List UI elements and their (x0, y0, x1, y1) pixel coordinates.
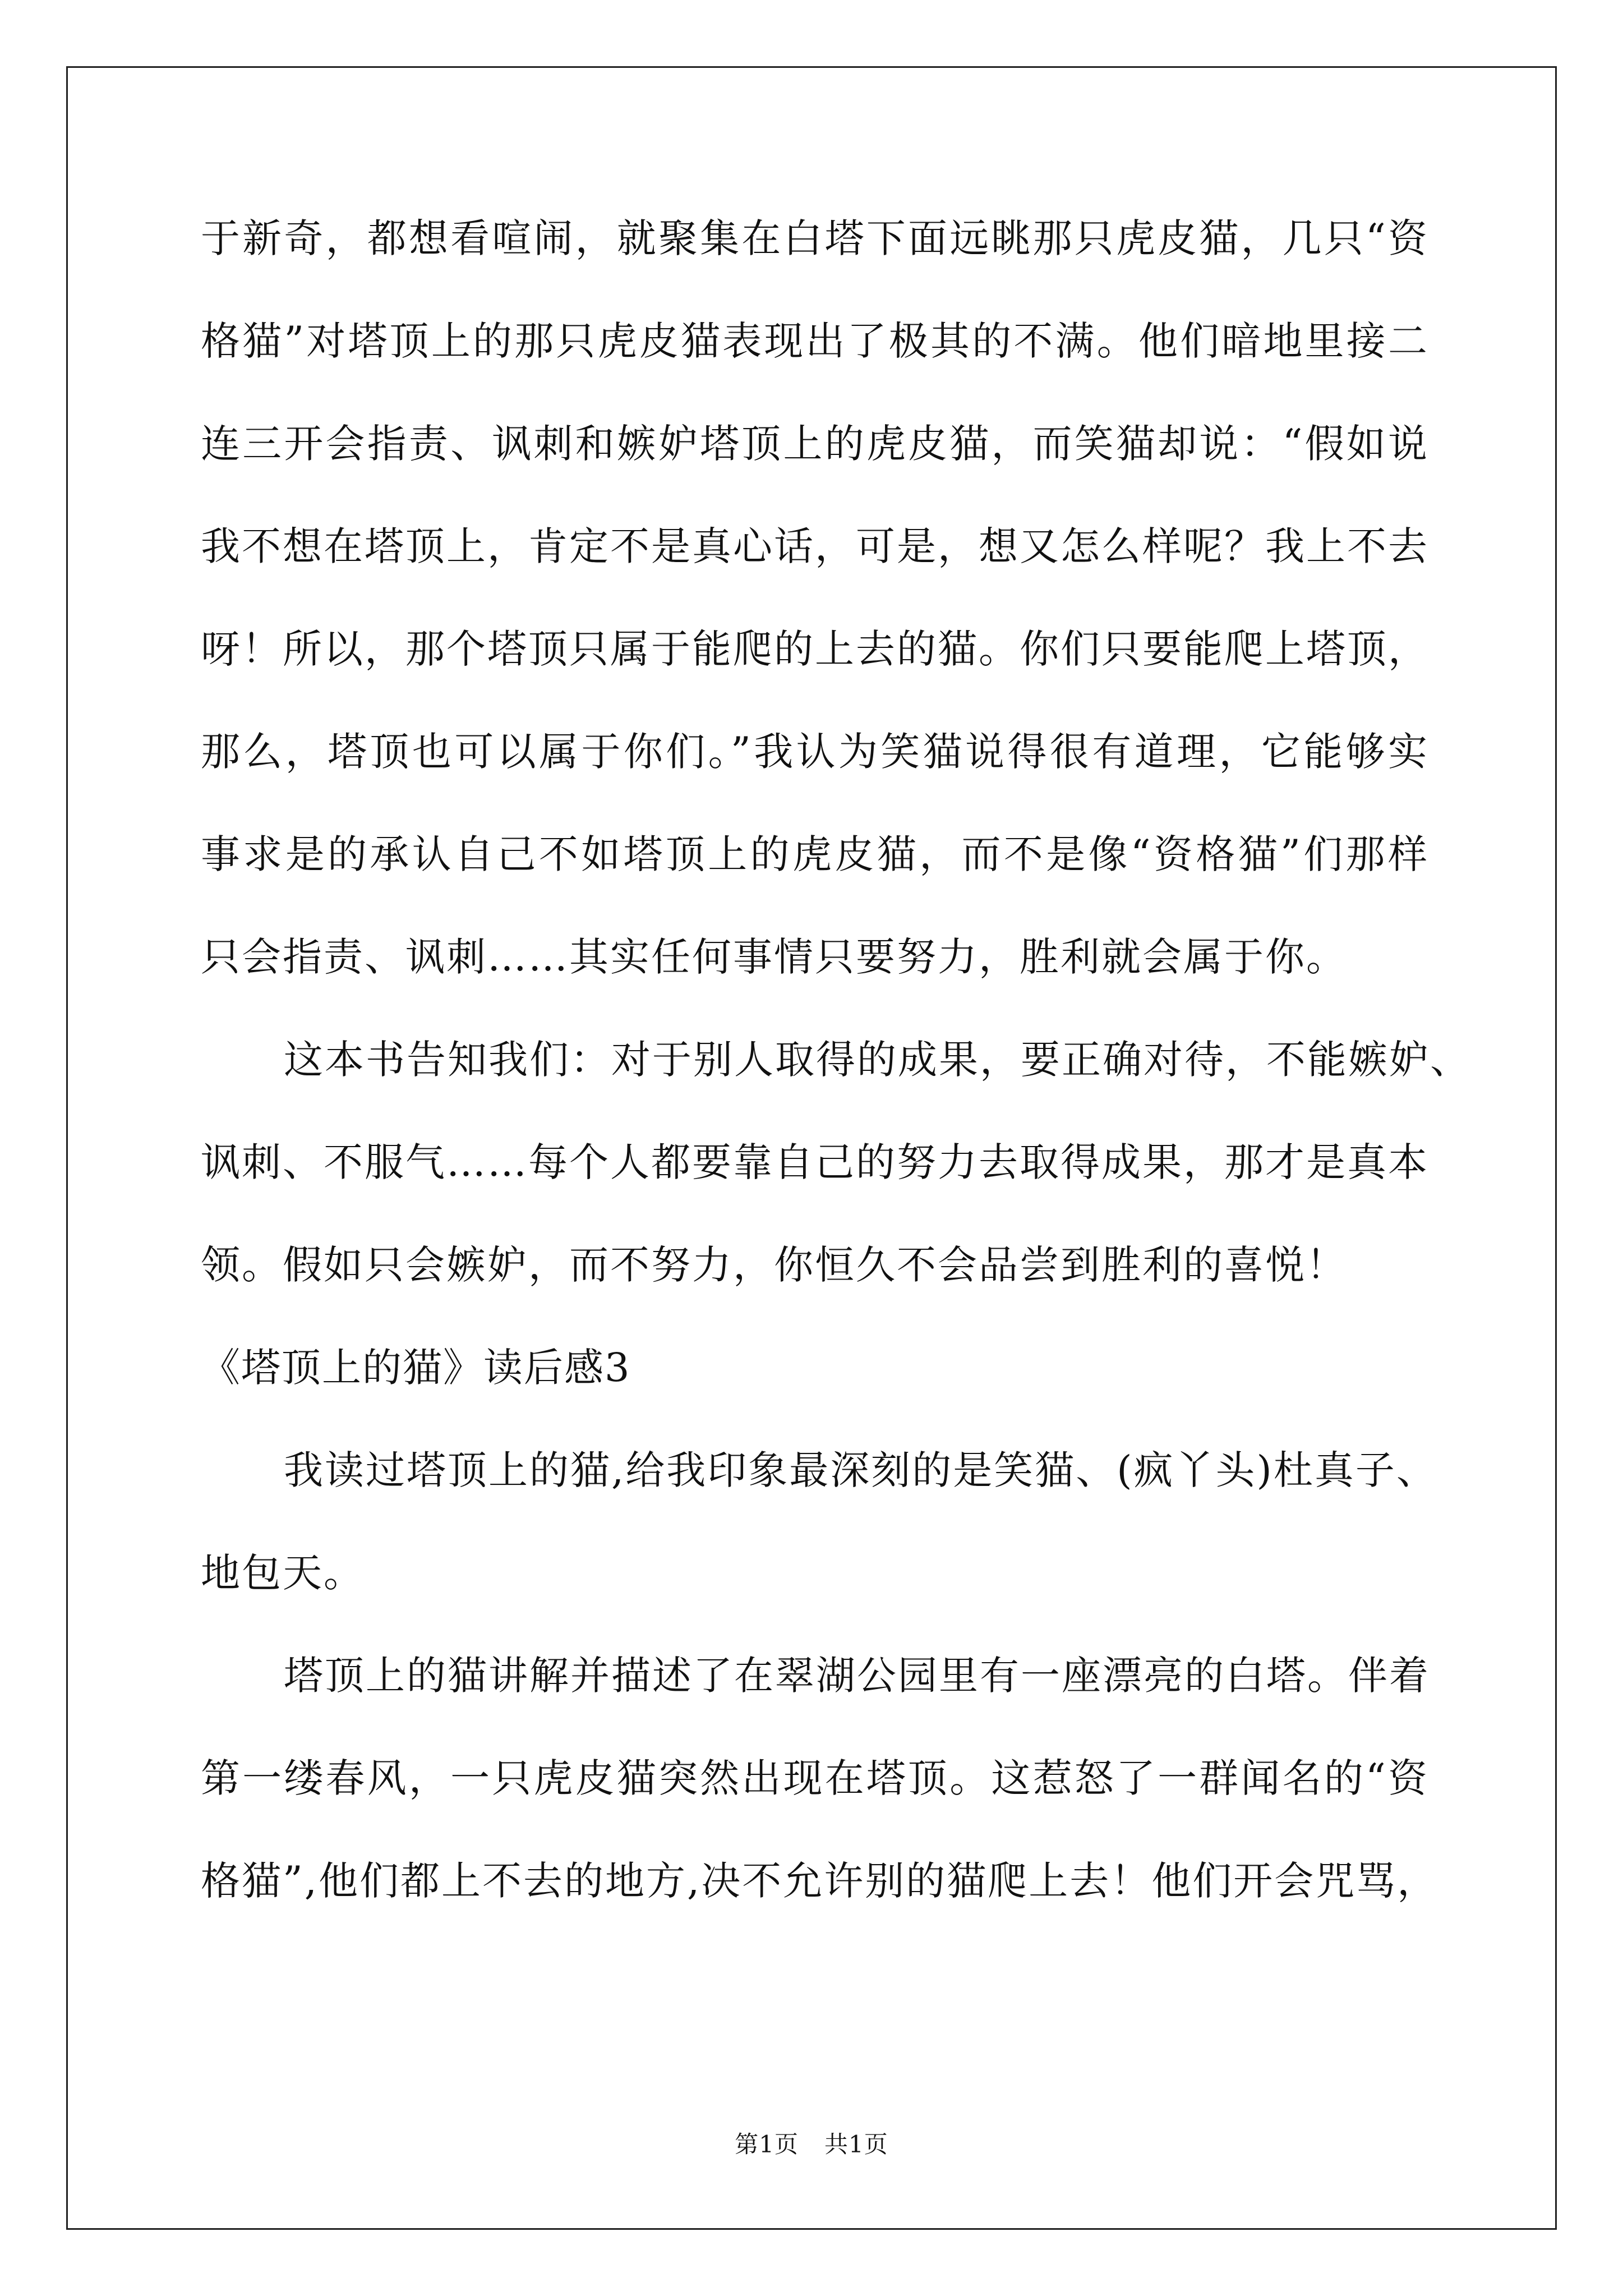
page-number: 第1页 (735, 2131, 799, 2158)
text-line: 塔顶上的猫讲解并描述了在翠湖公园里有一座漂亮的白塔。伴着 (284, 1653, 1430, 1699)
text-line: 事求是的承认自己不如塔顶上的虎皮猫，而不是像“资格猫”们那样 (201, 831, 1429, 877)
text-line: 于新奇，都想看喧闹，就聚集在白塔下面远眺那只虎皮猫，几只“资 (201, 215, 1429, 261)
text-line: 只会指责、讽刺……其实任何事情只要努力，胜利就会属于你。 (201, 934, 1347, 980)
text-line: 格猫”,他们都上不去的地方,决不允许别的猫爬上去！他们开会咒骂， (201, 1858, 1438, 1904)
text-line: 那么，塔顶也可以属于你们。”我认为笑猫说得很有道理，它能够实 (201, 729, 1429, 775)
text-line: 连三开会指责、讽刺和嫉妒塔顶上的虎皮猫，而笑猫却说：“假如说 (201, 421, 1429, 467)
text-line: 这本书告知我们：对于别人取得的成果，要正确对待，不能嫉妒、 (284, 1037, 1471, 1083)
text-line: 我不想在塔顶上，肯定不是真心话，可是，想又怎么样呢？我上不去 (201, 523, 1429, 569)
text-line: 讽刺、不服气……每个人都要靠自己的努力去取得成果，那才是真本 (201, 1139, 1429, 1185)
text-line: 领。假如只会嫉妒，而不努力，你恒久不会品尝到胜利的喜悦！ (201, 1242, 1347, 1288)
text-line: 第一缕春风，一只虎皮猫突然出现在塔顶。这惹怒了一群闻名的“资 (201, 1755, 1429, 1801)
document-body (201, 215, 1471, 1964)
total-pages: 共1页 (824, 2131, 888, 2158)
text-line: 地包天。 (201, 1550, 365, 1596)
text-line: 格猫”对塔顶上的那只虎皮猫表现出了极其的不满。他们暗地里接二 (201, 318, 1429, 364)
page-footer (0, 2133, 1623, 2156)
section-heading: 《塔顶上的猫》读后感3 (201, 1345, 631, 1391)
text-line: 我读过塔顶上的猫,给我印象最深刻的是笑猫、(疯丫头)杜真子、 (284, 1447, 1437, 1493)
text-line: 呀！所以，那个塔顶只属于能爬的上去的猫。你们只要能爬上塔顶， (201, 626, 1429, 672)
